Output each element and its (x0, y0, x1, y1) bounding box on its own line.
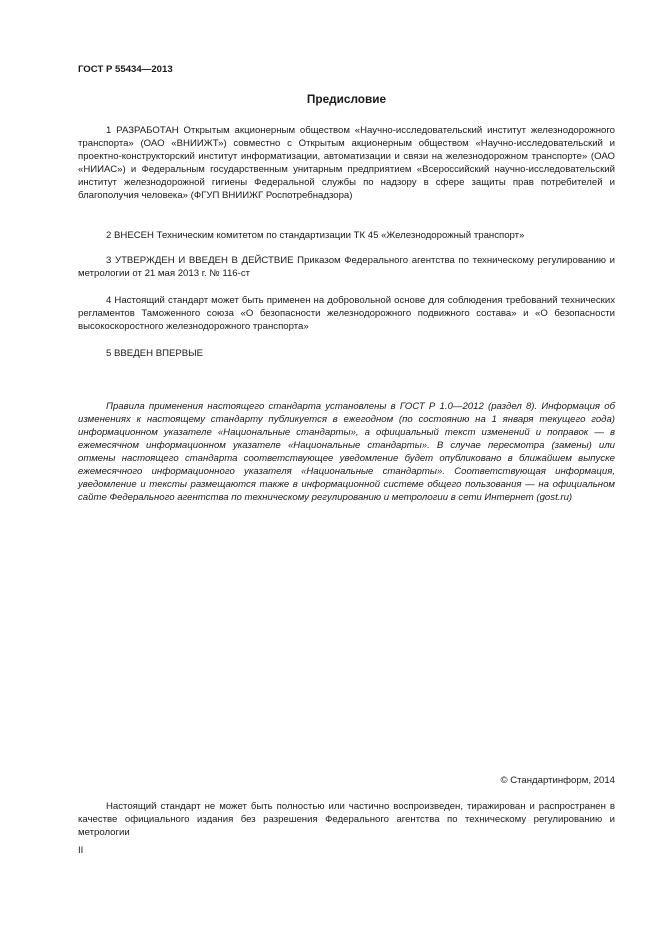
paragraph-introduced-by: 2 ВНЕСЕН Техническим комитетом по стандартизации ТК 45 «Железнодорожный транспорт» (106, 230, 525, 241)
page-title: Предисловие (306, 92, 387, 106)
paragraph-applicability: 4 Настоящий стандарт может быть применен на добровольной основе для соблюдения требований технических регламентов Таможенного союза «О безопасности железнодорожного подвижного состава» и «О безопасности высокоскоростного железнодорожного транспорта» (78, 295, 615, 332)
application-rules-note: Правила применения настоящего стандарта установлены в ГОСТ Р 1.0—2012 (раздел 8). Информация об изменениях к настоящему стандарту публикуется в ежегодном (по состоянию на 1 января текущего года) информационном указателе «Национальные стандарты», а официальный текст изменений и поправок — в ежемесячном информационном указателе «Национальные стандарты». В случае пересмотра (замены) или отмены настоящего стандарта соответствующее уведомление будет опубликовано в ближайшем выпуске ежемесячного информационного указателя «Национальные стандарты». Соответствующая информация, уведомление и тексты размещаются также в информационной системе общего пользования — на официальном сайте Федерального агентства по техническому регулированию и метрологии в сети Интернет (gost.ru) (78, 401, 615, 503)
page-number: II (78, 845, 84, 856)
paragraph-first-introduced: 5 ВВЕДЕН ВПЕРВЫЕ (106, 348, 204, 359)
paragraph-approved: 3 УТВЕРЖДЕН И ВВЕДЕН В ДЕЙСТВИЕ Приказом Федерального агентства по техническому регулированию и метрологии от 21 мая 2013 г. № 116-ст (78, 255, 615, 279)
document-code: ГОСТ Р 55434—2013 (78, 64, 173, 75)
paragraph-developed-by: 1 РАЗРАБОТАН Открытым акционерным обществом «Научно-исследовательский институт железнодорожного транспорта» (ОАО «ВНИИЖТ») совместно с Открытым акционерным обществом «Научно-исследовательский и проектно-конструкторский институт информатизации, автоматизации и связи на железнодорожном транспорте» (ОАО «НИИАС») и Федеральным государственным унитарным предприятием «Всероссийский научно-исследовательский институт железнодорожной гигиены Федеральной службы по надзору в сфере защиты прав потребителей и благополучия человека» (ФГУП ВНИИЖГ Роспотребнадзора) (78, 125, 615, 201)
copyright-notice: © Стандартинформ, 2014 (500, 775, 615, 786)
reproduction-notice: Настоящий стандарт не может быть полностью или частично воспроизведен, тиражирован и распространен в качестве официального издания без разрешения Федерального агентства по техническому регулированию и метрологии (78, 801, 615, 838)
